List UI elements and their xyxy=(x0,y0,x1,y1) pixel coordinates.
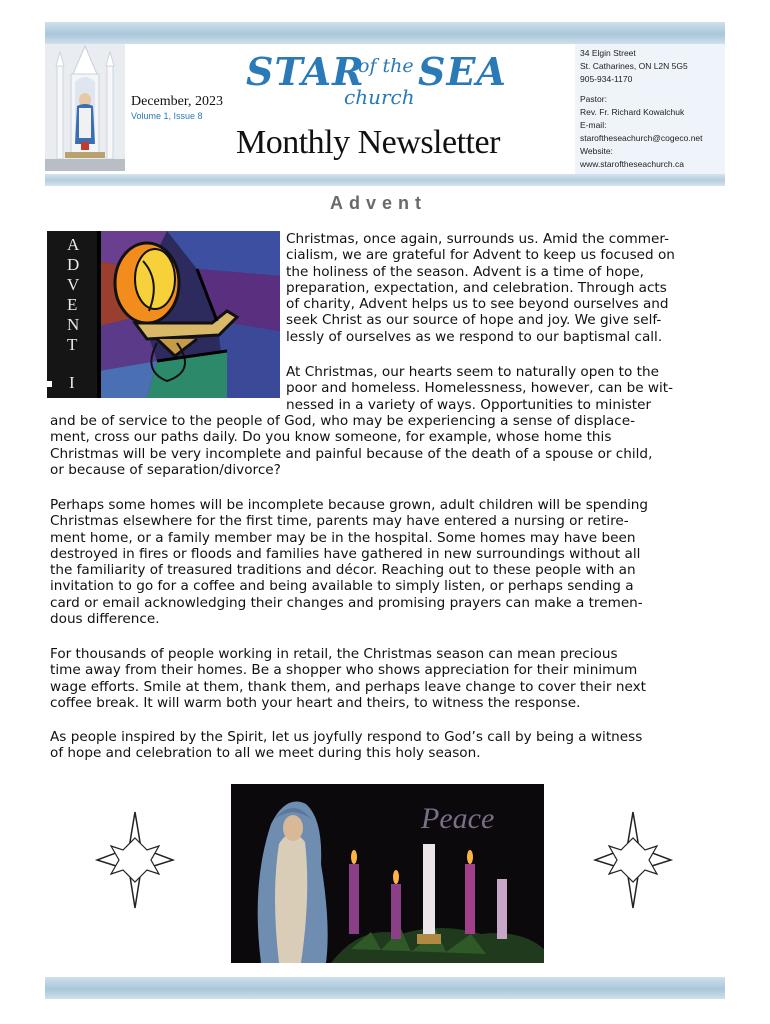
advent-letter: N xyxy=(67,315,80,334)
text-line: nessed in a variety of ways. Opportunities to minister xyxy=(286,396,652,413)
text-line: seek Christ as our source of hope and joy. We give self- xyxy=(286,312,662,329)
text-line: ment, cross our paths daily. Do you know someone, for example, whose home this xyxy=(50,429,612,446)
advent-letter: A xyxy=(67,235,80,254)
advent-letter: D xyxy=(67,255,80,274)
contact-city: St. Catharines, ON L2N 5G5 xyxy=(580,61,688,71)
header-divider-bar xyxy=(45,174,725,186)
peace-word: Peace xyxy=(421,802,495,835)
church-altar-photo xyxy=(45,44,125,171)
contact-website-label: Website: xyxy=(580,146,613,156)
advent-wreath-mary-image xyxy=(231,784,544,963)
article-heading: Advent xyxy=(330,193,428,213)
advent-letter: E xyxy=(67,295,78,314)
advent-stained-glass-image xyxy=(47,231,280,398)
logo-sea-text: SEA xyxy=(418,49,507,94)
advent-letter: V xyxy=(67,275,80,294)
contact-website-link[interactable]: www.staroftheseachurch.ca xyxy=(580,159,684,169)
text-line: the holiness of the season. Advent is a time of hope, xyxy=(286,263,644,280)
text-line: and be of service to the people of God, who may be experiencing a sense of displace- xyxy=(50,413,636,429)
issue-date: December, 2023 xyxy=(131,94,223,109)
text-line: dous difference. xyxy=(50,611,160,628)
top-banner-bar xyxy=(45,22,725,44)
bottom-banner-bar xyxy=(45,977,725,999)
text-line: coffee break. It will warm both your heart and theirs, to witness the response. xyxy=(50,694,581,711)
text-line: preparation, expectation, and celebration. Through acts xyxy=(286,279,667,296)
contact-email-label: E-mail: xyxy=(580,120,607,130)
contact-phone: 905-934-1170 xyxy=(580,74,633,84)
text-line: Perhaps some homes will be incomplete because grown, adult children will be spending xyxy=(50,497,649,513)
text-line: card or email acknowledging their changes and promising prayers can make a tremen- xyxy=(50,594,643,611)
article-paragraph-4 xyxy=(50,646,646,711)
issue-volume: Volume 1, Issue 8 xyxy=(131,111,203,121)
text-line: time away from their homes. Be a shopper who shows appreciation for their minimum xyxy=(50,662,638,679)
text-line: lessly of ourselves as we respond to our baptismal call. xyxy=(286,328,663,345)
article-paragraph-3 xyxy=(50,497,648,627)
article-paragraph-5 xyxy=(50,729,642,762)
contact-pastor-name: Rev. Fr. Richard Kowalchuk xyxy=(580,107,685,117)
text-line: of charity, Advent helps us to see beyond ourselves and xyxy=(286,296,669,313)
text-line: ment home, or a family member may be in the hospital. Some homes may have been xyxy=(50,529,636,546)
text-line: Christmas elsewhere for the first time, parents may have entered a nursing or retire- xyxy=(50,513,629,530)
text-line: destroyed in fires or floods and families have gathered in new surroundings without all xyxy=(50,545,641,562)
text-line: cialism, we are grateful for Advent to keep us focused on xyxy=(286,247,675,264)
text-line: wage efforts. Smile at them, thank them, and perhaps leave change to cover their next xyxy=(50,678,646,695)
contact-address: 34 Elgin Street xyxy=(580,48,636,58)
article-paragraph-1 xyxy=(286,231,675,345)
text-line: Christmas, once again, surrounds us. Amid the commer- xyxy=(286,231,670,247)
logo-of-the-text: of the xyxy=(358,55,414,77)
text-line: poor and homeless. Homelessness, however, can be wit- xyxy=(286,380,674,397)
logo-star-text: STAR xyxy=(246,49,365,94)
text-line: As people inspired by the Spirit, let us joyfully respond to God’s call by being a witness xyxy=(50,729,643,745)
text-line: Christmas will be very incomplete and painful because of the death of a spouse or child, xyxy=(50,445,653,462)
article-paragraph-2-top xyxy=(286,364,673,413)
advent-letter: I xyxy=(69,373,75,392)
contact-pastor-label: Pastor: xyxy=(580,94,607,104)
article-paragraph-2-bottom xyxy=(50,413,652,478)
church-logo xyxy=(246,49,521,111)
contact-email-link[interactable]: staroftheseachurch@cogeco.net xyxy=(580,133,703,143)
text-line: invitation to go for a coffee and being available to simply listen, or perhaps sending a xyxy=(50,578,634,595)
left-star-icon xyxy=(95,810,175,910)
contact-info-box xyxy=(575,44,725,174)
text-line: For thousands of people working in retail, the Christmas season can mean precious xyxy=(50,646,618,662)
right-star-icon xyxy=(593,810,673,910)
text-line: the familiarity of treasured traditions and décor. Reaching out to these people with an xyxy=(50,562,636,579)
text-line: of hope and celebration to all we meet during this holy season. xyxy=(50,745,481,762)
text-line: or because of separation/divorce? xyxy=(50,461,281,478)
logo-church-text: church xyxy=(344,85,415,109)
text-line: At Christmas, our hearts seem to naturally open to the xyxy=(286,364,659,380)
newsletter-title: Monthly Newsletter xyxy=(236,124,500,161)
advent-letter: T xyxy=(67,335,78,354)
